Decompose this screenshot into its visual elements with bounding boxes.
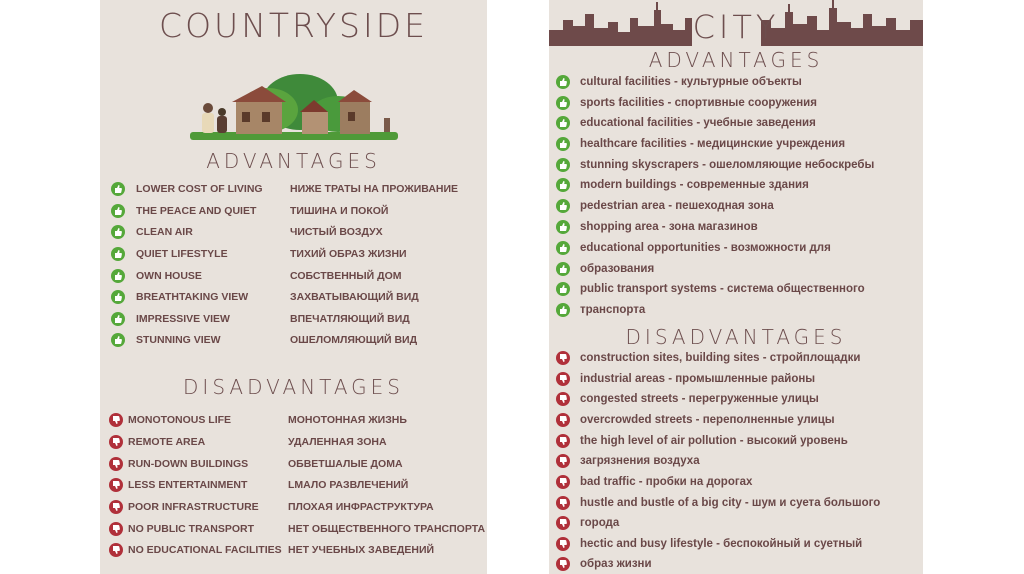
list-item: [556, 452, 700, 470]
list-item: [556, 73, 802, 91]
disadvantage-en: POOR INFRASTRUCTURE: [128, 501, 259, 513]
disadvantage-text: города: [580, 517, 620, 529]
advantage-en: STUNNING VIEW: [136, 334, 221, 346]
countryside-disadvantages-heading: DISADVANTAGES: [183, 375, 404, 399]
thumbs-down-icon: [556, 537, 570, 551]
advantage-en: CLEAN AIR: [136, 226, 193, 238]
advantage-text: healthcare facilities - медицинские учреждения: [580, 138, 846, 150]
disadvantage-ru: УДАЛЕННАЯ ЗОНА: [288, 436, 387, 448]
thumbs-up-icon: [556, 282, 570, 296]
thumbs-down-icon: [556, 392, 570, 406]
advantage-text: educational opportunities - возможности для: [580, 242, 831, 254]
list-item: [111, 223, 193, 241]
city-card: [549, 0, 923, 574]
thumbs-down-icon: [556, 557, 570, 571]
list-item: [556, 473, 752, 491]
list-item: [111, 331, 221, 349]
thumbs-down-icon: [556, 496, 570, 510]
advantage-en: THE PEACE AND QUIET: [136, 205, 257, 217]
disadvantage-text: congested streets - перегруженные улицы: [580, 393, 819, 405]
thumbs-down-icon: [109, 478, 123, 492]
thumbs-down-icon: [556, 372, 570, 386]
thumbs-down-icon: [109, 435, 123, 449]
village-illustration: [188, 72, 400, 142]
advantage-ru: ЧИСТЫЙ ВОЗДУХ: [290, 226, 383, 238]
list-item: [111, 180, 263, 198]
list-item: [556, 114, 816, 132]
list-item: [556, 135, 845, 153]
list-item: [556, 280, 865, 298]
list-item: [556, 390, 819, 408]
countryside-advantages-heading: ADVANTAGES: [206, 149, 381, 173]
advantage-en: OWN HOUSE: [136, 270, 202, 282]
disadvantage-text: industrial areas - промышленные районы: [580, 373, 816, 385]
advantage-text: cultural facilities - культурные объекты: [580, 76, 802, 88]
thumbs-up-icon: [556, 220, 570, 234]
list-item: [556, 156, 874, 174]
advantage-en: LOWER COST OF LIVING: [136, 183, 263, 195]
thumbs-up-icon: [556, 178, 570, 192]
advantage-text: транспорта: [580, 304, 646, 316]
thumbs-up-icon: [111, 333, 125, 347]
city-advantages-heading: ADVANTAGES: [648, 48, 824, 72]
list-item: [556, 370, 815, 388]
disadvantage-text: bad traffic - пробки на дорогах: [580, 476, 753, 488]
thumbs-up-icon: [111, 204, 125, 218]
advantage-en: BREATHTAKING VIEW: [136, 291, 249, 303]
thumbs-down-icon: [556, 434, 570, 448]
list-item: [109, 498, 259, 516]
city-disadvantages-heading: DISADVANTAGES: [625, 325, 847, 349]
disadvantage-text: the high level of air pollution - высокий уровень: [580, 435, 848, 447]
list-item: [111, 245, 228, 263]
thumbs-up-icon: [556, 96, 570, 110]
list-item: [556, 494, 880, 512]
list-item: [556, 260, 654, 278]
advantage-text: educational facilities - учебные заведения: [580, 117, 816, 129]
thumbs-up-icon: [556, 116, 570, 130]
thumbs-up-icon: [111, 225, 125, 239]
list-item: [556, 239, 831, 257]
list-item: [556, 197, 774, 215]
thumbs-down-icon: [109, 500, 123, 514]
advantage-ru: ОШЕЛОМЛЯЮЩИЙ ВИД: [290, 334, 418, 346]
list-item: [556, 176, 809, 194]
thumbs-down-icon: [556, 454, 570, 468]
disadvantage-ru: НЕТ УЧЕБНЫХ ЗАВЕДЕНИЙ: [288, 544, 435, 556]
thumbs-up-icon: [111, 290, 125, 304]
thumbs-down-icon: [556, 413, 570, 427]
list-item: [556, 555, 652, 573]
list-item: [111, 310, 230, 328]
disadvantage-ru: ПЛОХАЯ ИНФРАСТРУКТУРА: [288, 501, 434, 513]
thumbs-up-icon: [556, 75, 570, 89]
list-item: [556, 514, 619, 532]
list-item: [111, 267, 202, 285]
disadvantage-en: REMOTE AREA: [128, 436, 206, 448]
list-item: [111, 288, 248, 306]
disadvantage-en: NO EDUCATIONAL FACILITIES: [128, 544, 282, 556]
thumbs-up-icon: [556, 199, 570, 213]
advantage-en: QUIET LIFESTYLE: [136, 248, 228, 260]
advantage-ru: СОБСТВЕННЫЙ ДОМ: [290, 270, 402, 282]
list-item: [109, 520, 254, 538]
thumbs-down-icon: [109, 543, 123, 557]
advantage-ru: ТИШИНА И ПОКОЙ: [290, 205, 389, 217]
advantage-ru: ЗАХВАТЫВАЮЩИЙ ВИД: [290, 291, 419, 303]
thumbs-up-icon: [556, 137, 570, 151]
disadvantage-en: NO PUBLIC TRANSPORT: [128, 523, 254, 535]
thumbs-up-icon: [111, 269, 125, 283]
advantage-text: pedestrian area - пешеходная зона: [580, 200, 774, 212]
list-item: [111, 202, 256, 220]
thumbs-down-icon: [556, 351, 570, 365]
disadvantage-text: overcrowded streets - переполненные улицы: [580, 414, 835, 426]
list-item: [556, 432, 848, 450]
list-item: [109, 411, 231, 429]
thumbs-down-icon: [556, 475, 570, 489]
disadvantage-ru: LМАЛО РАЗВЛЕЧЕНИЙ: [288, 479, 409, 491]
countryside-card: [100, 0, 487, 574]
thumbs-up-icon: [556, 158, 570, 172]
list-item: [556, 349, 860, 367]
advantage-ru: НИЖЕ ТРАТЫ НА ПРОЖИВАНИЕ: [290, 183, 459, 195]
list-item: [556, 535, 862, 553]
countryside-title: COUNTRYSIDE: [159, 6, 428, 45]
list-item: [109, 455, 248, 473]
advantage-text: modern buildings - современные здания: [580, 179, 809, 191]
list-item: [556, 301, 645, 319]
list-item: [556, 94, 817, 112]
advantage-ru: ТИХИЙ ОБРАЗ ЖИЗНИ: [290, 248, 407, 260]
list-item: [109, 433, 205, 451]
thumbs-down-icon: [109, 457, 123, 471]
list-item: [109, 541, 282, 559]
disadvantage-ru: НЕТ ОБЩЕСТВЕННОГО ТРАНСПОРТА: [288, 523, 486, 535]
thumbs-up-icon: [111, 182, 125, 196]
thumbs-down-icon: [109, 413, 123, 427]
advantage-text: stunning skyscrapers - ошеломляющие небоскребы: [580, 159, 875, 171]
advantage-text: shopping area - зона магазинов: [580, 221, 758, 233]
advantage-text: public transport systems - система общественного: [580, 283, 865, 295]
thumbs-up-icon: [556, 262, 570, 276]
list-item: [556, 218, 758, 236]
city-title: CITY: [692, 8, 780, 46]
advantage-text: sports facilities - спортивные сооружения: [580, 97, 817, 109]
disadvantage-en: MONOTONOUS LIFE: [128, 414, 232, 426]
thumbs-down-icon: [556, 516, 570, 530]
disadvantage-ru: МОНОТОННАЯ ЖИЗНЬ: [288, 414, 407, 426]
disadvantage-text: hectic and busy lifestyle - беспокойный и суетный: [580, 538, 863, 550]
advantage-ru: ВПЕЧАТЛЯЮЩИЙ ВИД: [290, 313, 410, 325]
disadvantage-text: образ жизни: [580, 558, 652, 570]
thumbs-up-icon: [556, 303, 570, 317]
thumbs-up-icon: [111, 247, 125, 261]
disadvantage-en: LESS ENTERTAINMENT: [128, 479, 248, 491]
advantage-en: IMPRESSIVE VIEW: [136, 313, 230, 325]
thumbs-up-icon: [111, 312, 125, 326]
thumbs-up-icon: [556, 241, 570, 255]
disadvantage-en: RUN-DOWN BUILDINGS: [128, 458, 249, 470]
list-item: [109, 476, 247, 494]
disadvantage-text: construction sites, building sites - стройплощадки: [580, 352, 861, 364]
disadvantage-text: загрязнения воздуха: [580, 455, 700, 467]
list-item: [556, 411, 835, 429]
disadvantage-ru: ОБВЕТШАЛЫЕ ДОМА: [288, 458, 403, 470]
advantage-text: образования: [580, 263, 655, 275]
thumbs-down-icon: [109, 522, 123, 536]
disadvantage-text: hustle and bustle of a big city - шум и суета большого: [580, 497, 881, 509]
